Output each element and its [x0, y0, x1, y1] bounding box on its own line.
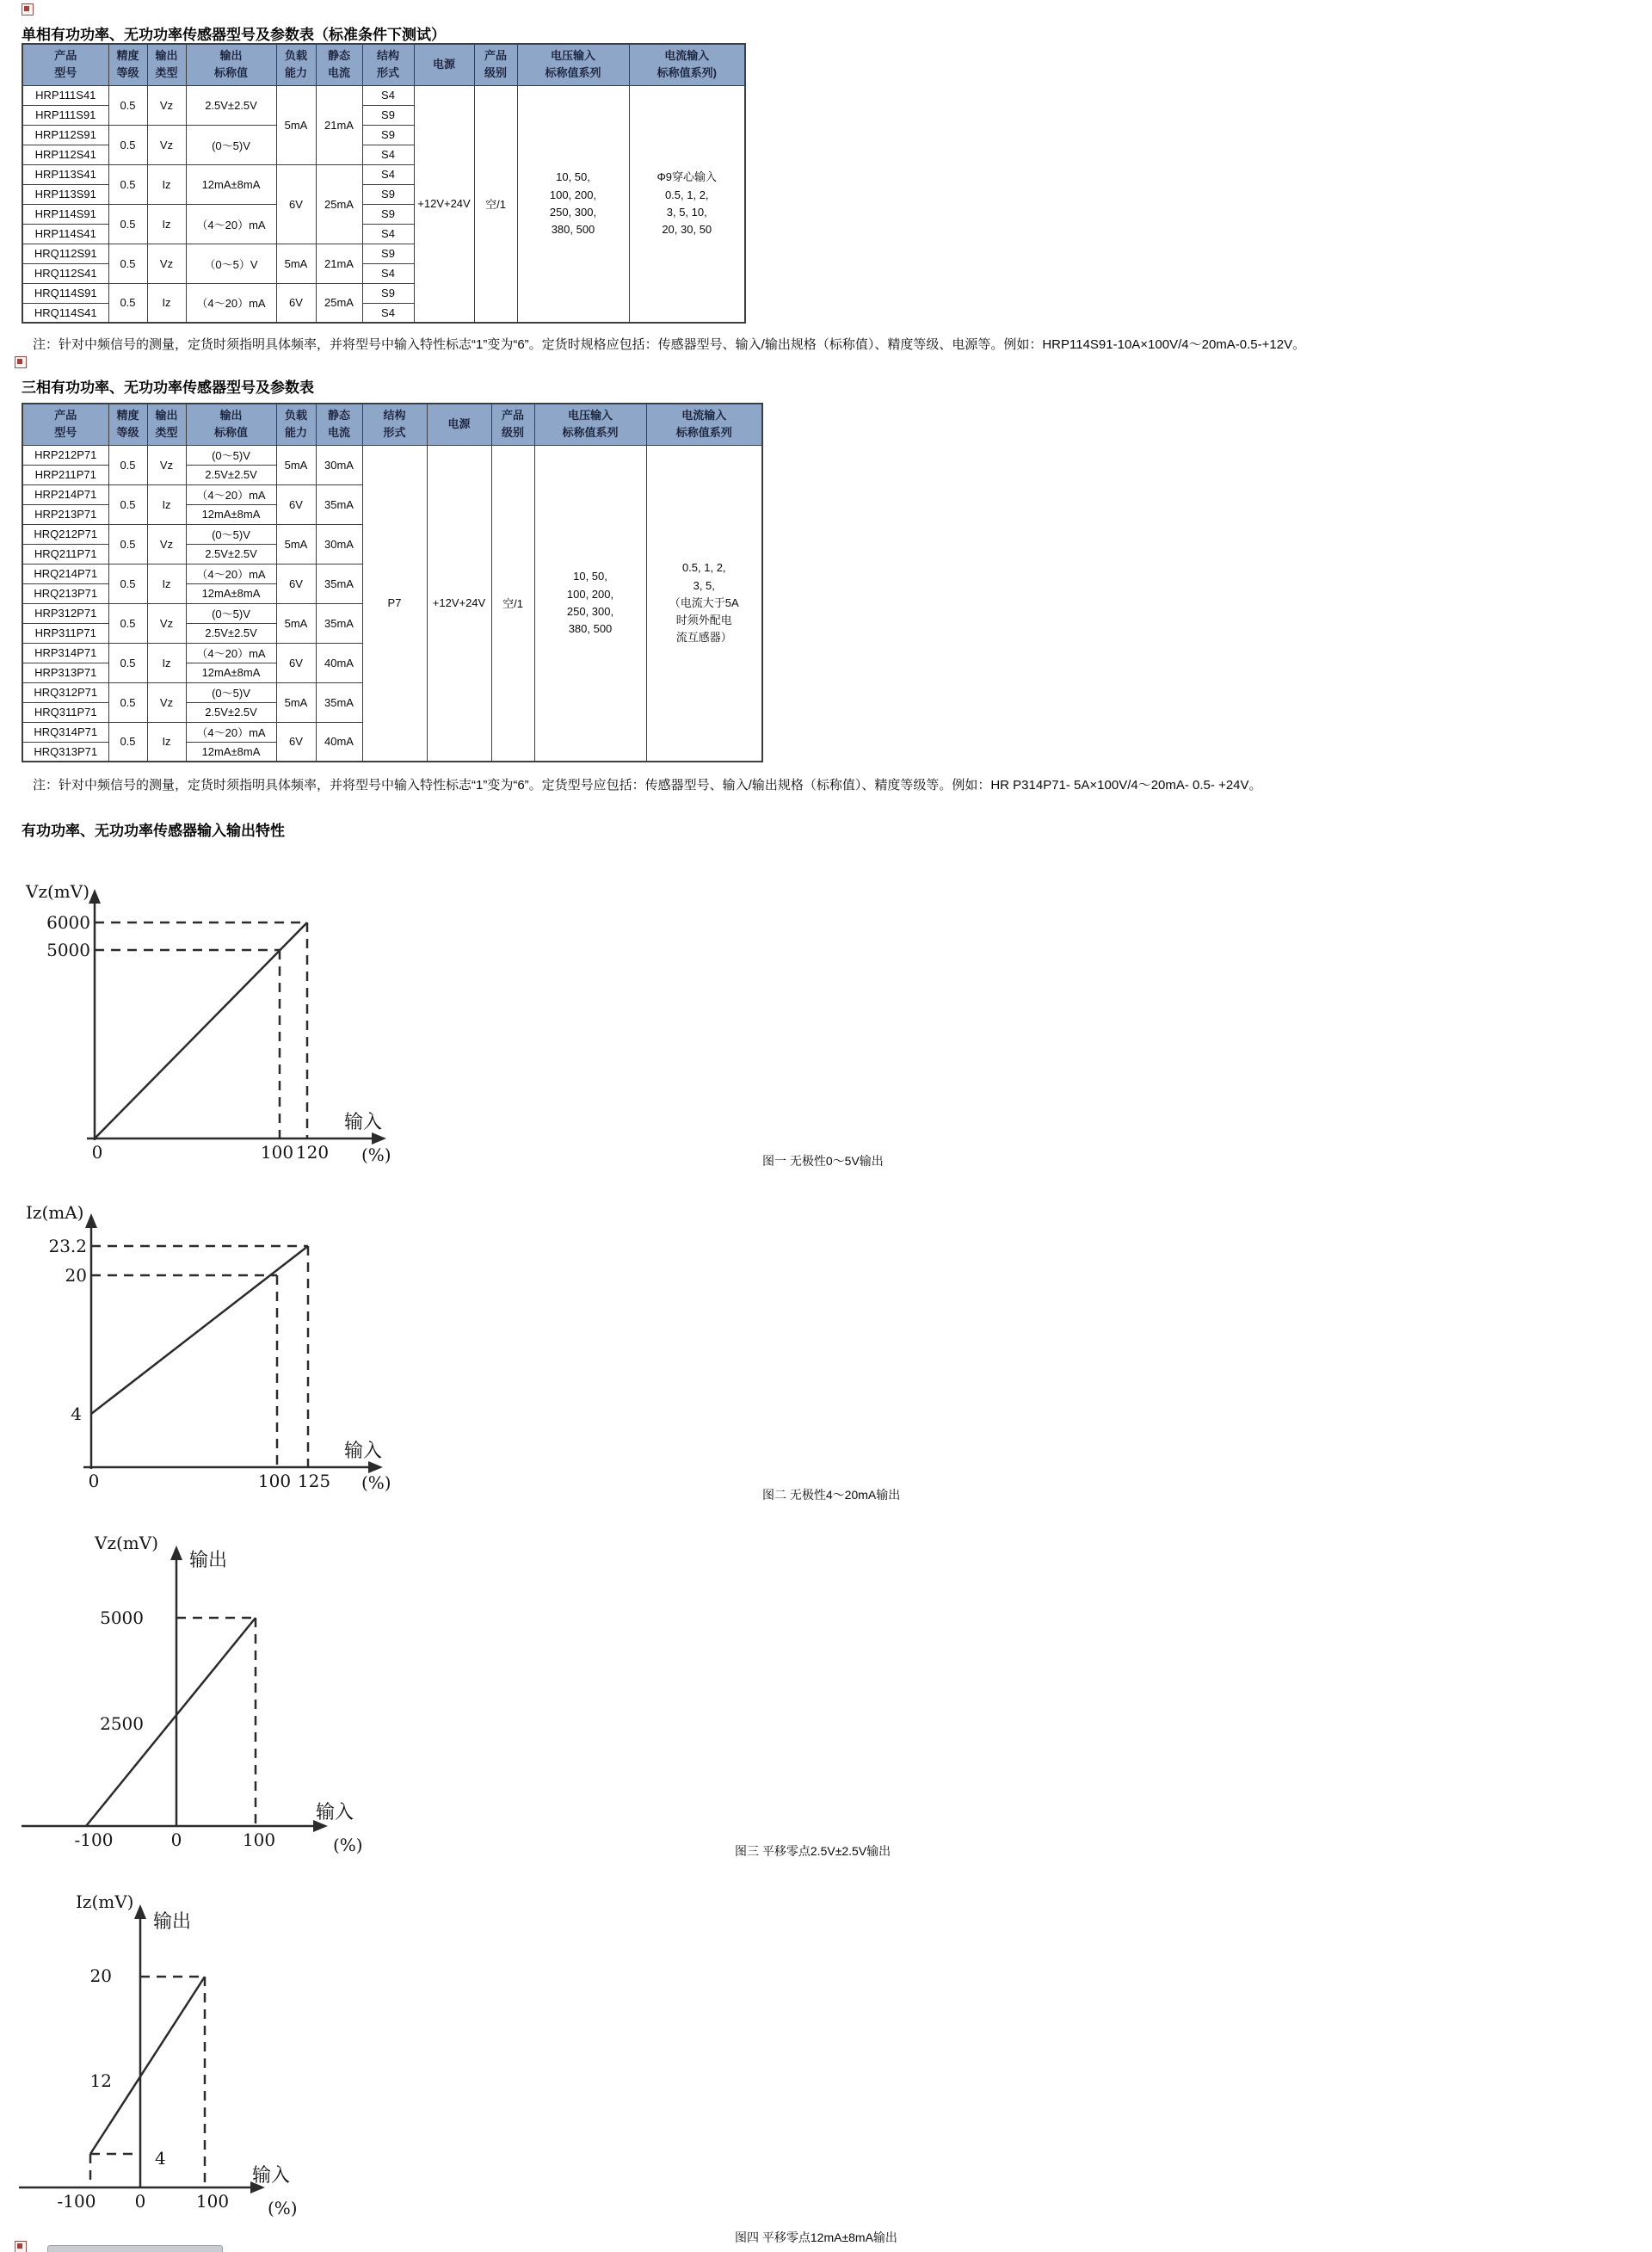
column-header-load: 负载 能力: [276, 404, 316, 445]
table-row: [22, 85, 745, 105]
cell-model: HRQ211P71: [22, 544, 108, 564]
column-header-output-type: 输出 类型: [147, 404, 186, 445]
cell-load: 6V: [276, 283, 316, 323]
x-axis-label: 输入: [252, 2165, 291, 2187]
three-phase-sensor-table: [22, 403, 763, 762]
y-axis-arrow: [134, 1904, 146, 1919]
cell-output-type: Vz: [147, 85, 186, 125]
cell-output-type: Iz: [147, 564, 186, 603]
x-axis-label: 输入: [316, 1802, 354, 1823]
cell-output-nominal: （0～5）V: [186, 244, 276, 283]
cell-structure: S4: [362, 85, 414, 105]
x-tick: 0: [88, 1471, 100, 1491]
cell-accuracy: 0.5: [108, 643, 147, 682]
cell-output-nominal: （4～20）mA: [186, 564, 276, 583]
x-tick: 0: [170, 1829, 182, 1850]
y-tick: 2500: [100, 1713, 144, 1734]
cell-model: HRP311P71: [22, 623, 108, 643]
cell-voltage-series: [534, 445, 646, 762]
cell-accuracy: 0.5: [108, 204, 147, 244]
cell-quiescent: 25mA: [316, 283, 362, 323]
cell-output-type: Iz: [147, 722, 186, 762]
cell-output-nominal: 12mA±8mA: [186, 663, 276, 682]
cell-model: HRP213P71: [22, 504, 108, 524]
table1-note: 注：针对中频信号的测量，定货时须指明具体频率，并将型号中输入特性标志“1”变为“6”。定货时规格应包括：传感器型号、输入/输出规格（标称值）、精度等级、电源等。例如：HRP114S91-10A×100V/4～20mA-0.5-+12V。: [33, 337, 1306, 352]
cell-output-nominal: 12mA±8mA: [186, 504, 276, 524]
y-tick: 12: [89, 2070, 112, 2091]
x-tick: 0: [91, 1142, 103, 1163]
x-tick: -100: [57, 2191, 96, 2212]
cell-structure: S9: [362, 204, 414, 224]
cell-power: +12V+24V: [427, 445, 491, 762]
cell-structure: P7: [362, 445, 427, 762]
y-axis-label: Iz(mV): [76, 1891, 134, 1912]
cell-model: HRQ212P71: [22, 524, 108, 544]
cell-load: 5mA: [276, 524, 316, 564]
cell-accuracy: 0.5: [108, 524, 147, 564]
cell-output-nominal: （4～20）mA: [186, 643, 276, 663]
cell-grade: 空/1: [474, 85, 517, 323]
cell-output-nominal: (0～5)V: [186, 125, 276, 164]
y-axis-label: Iz(mA): [26, 1202, 84, 1223]
io-characteristics-title: 有功功率、无功功率传感器输入输出特性: [22, 823, 285, 839]
column-header-voltage-series: 电压输入 标称值系列: [534, 404, 646, 445]
figure2-caption: 图二 无极性4～20mA输出: [762, 1488, 901, 1502]
series-line: 流互感器）: [675, 630, 732, 644]
signal-line: [90, 1977, 205, 2154]
single-phase-sensor-table: [22, 43, 746, 324]
cell-structure: S9: [362, 184, 414, 204]
cell-model: HRQ311P71: [22, 702, 108, 722]
y-axis-label: Vz(mV): [95, 1533, 158, 1553]
cell-model: HRP112S41: [22, 145, 108, 164]
cell-output-type: Iz: [147, 643, 186, 682]
cell-accuracy: 0.5: [108, 164, 147, 204]
cell-accuracy: 0.5: [108, 244, 147, 283]
series-line: 380, 500: [551, 222, 595, 236]
cell-model: HRP112S91: [22, 125, 108, 145]
x-axis-unit: (%): [361, 1145, 391, 1165]
cell-output-nominal: （4～20）mA: [186, 484, 276, 504]
cell-model: HRP114S41: [22, 224, 108, 244]
cell-quiescent: 25mA: [316, 164, 362, 244]
y-tick: 5000: [46, 940, 90, 960]
cell-quiescent: 35mA: [316, 484, 362, 524]
column-header-quiescent: 静态 电流: [316, 44, 362, 85]
cell-load: 5mA: [276, 603, 316, 643]
cell-quiescent: 40mA: [316, 643, 362, 682]
cell-output-type: Vz: [147, 524, 186, 564]
cell-quiescent: 30mA: [316, 524, 362, 564]
cell-output-nominal: 2.5V±2.5V: [186, 623, 276, 643]
cell-structure: S9: [362, 283, 414, 303]
series-line: 10, 50,: [573, 570, 607, 583]
x-axis-arrow: [372, 1132, 386, 1145]
table1-title: 单相有功功率、无功功率传感器型号及参数表（标准条件下测试）: [22, 27, 446, 43]
x-tick: 100: [242, 1829, 276, 1850]
cell-model: HRQ114S91: [22, 283, 108, 303]
column-header-power: 电源: [427, 404, 491, 445]
cell-model: HRQ313P71: [22, 742, 108, 762]
y-axis-arrow: [85, 1213, 97, 1228]
cell-structure: S4: [362, 164, 414, 184]
cell-accuracy: 0.5: [108, 125, 147, 164]
y-tick: 4: [155, 2148, 166, 2169]
signal-line: [91, 1246, 308, 1414]
series-line: （电流大于5A: [669, 595, 739, 609]
cell-current-series: [629, 85, 745, 323]
cell-accuracy: 0.5: [108, 722, 147, 762]
figure1-caption: 图一 无极性0～5V输出: [762, 1154, 884, 1168]
cell-model: HRQ112S41: [22, 263, 108, 283]
y-tick: 20: [65, 1265, 87, 1286]
series-line: 250, 300,: [566, 604, 614, 618]
cell-load: 6V: [276, 722, 316, 762]
cell-model: HRP214P71: [22, 484, 108, 504]
column-header-structure: 结构 形式: [362, 404, 427, 445]
cell-quiescent: 35mA: [316, 603, 362, 643]
column-header-structure: 结构 形式: [362, 44, 414, 85]
x-tick: 100: [257, 1471, 292, 1491]
cell-output-type: Iz: [147, 164, 186, 204]
series-line: Φ9穿心输入: [656, 170, 718, 184]
cell-model: HRQ112S91: [22, 244, 108, 263]
y-tick: 20: [89, 1965, 112, 1986]
cell-output-nominal: (0～5)V: [186, 682, 276, 702]
y-tick: 6000: [46, 912, 90, 933]
cell-accuracy: 0.5: [108, 445, 147, 484]
cell-model: HRP211P71: [22, 465, 108, 484]
cell-model: HRP113S41: [22, 164, 108, 184]
cell-output-type: Vz: [147, 445, 186, 484]
y-axis-arrow: [89, 889, 101, 904]
broken-image-icon: [15, 2241, 27, 2252]
cutoff-element-top-edge: [47, 2245, 223, 2252]
cell-accuracy: 0.5: [108, 283, 147, 323]
cell-grade: 空/1: [491, 445, 534, 762]
column-header-quiescent: 静态 电流: [316, 404, 362, 445]
cell-load: 6V: [276, 164, 316, 244]
x-tick: 120: [295, 1142, 330, 1163]
series-line: 100, 200,: [566, 587, 614, 601]
cell-output-type: Iz: [147, 484, 186, 524]
y-tick: 5000: [100, 1607, 144, 1628]
cell-model: HRP113S91: [22, 184, 108, 204]
cell-model: HRQ213P71: [22, 583, 108, 603]
column-header-voltage-series: 电压输入 标称值系列: [517, 44, 629, 85]
cell-output-nominal: 2.5V±2.5V: [186, 544, 276, 564]
header-row: [22, 44, 745, 85]
cell-quiescent: 35mA: [316, 564, 362, 603]
column-header-grade: 产品 级别: [474, 44, 517, 85]
cell-output-type: Vz: [147, 603, 186, 643]
x-tick: -100: [74, 1829, 114, 1850]
cell-output-nominal: (0～5)V: [186, 524, 276, 544]
cell-model: HRQ314P71: [22, 722, 108, 742]
series-line: 3, 5,: [693, 578, 715, 592]
cell-load: 6V: [276, 564, 316, 603]
cell-output-nominal: （4～20）mA: [186, 283, 276, 323]
cell-output-nominal: （4～20）mA: [186, 722, 276, 742]
signal-line: [95, 922, 307, 1138]
cell-model: HRP212P71: [22, 445, 108, 465]
cell-load: 5mA: [276, 682, 316, 722]
cell-load: 5mA: [276, 85, 316, 164]
column-header-model: 产品 型号: [22, 404, 108, 445]
cell-output-nominal: (0～5)V: [186, 445, 276, 465]
column-header-load: 负载 能力: [276, 44, 316, 85]
broken-image-icon: [22, 3, 34, 15]
x-tick: 100: [195, 2191, 230, 2212]
broken-image-icon: [15, 356, 27, 368]
cell-voltage-series: [517, 85, 629, 323]
cell-model: HRP313P71: [22, 663, 108, 682]
figure1-chart: [22, 873, 400, 1166]
column-header-output-type: 输出 类型: [147, 44, 186, 85]
cell-structure: S4: [362, 303, 414, 323]
y-axis-label: Vz(mV): [26, 881, 89, 902]
cell-quiescent: 21mA: [316, 244, 362, 283]
figure4-caption: 图四 平移零点12mA±8mA输出: [735, 2230, 897, 2244]
cell-quiescent: 40mA: [316, 722, 362, 762]
cell-load: 5mA: [276, 244, 316, 283]
cell-output-type: Vz: [147, 125, 186, 164]
series-line: 时须外配电: [675, 613, 732, 626]
series-line: 0.5, 1, 2,: [664, 188, 709, 201]
column-header-power: 电源: [414, 44, 474, 85]
cell-model: HRQ214P71: [22, 564, 108, 583]
figure3-caption: 图三 平移零点2.5V±2.5V输出: [735, 1844, 891, 1858]
column-header-output-nominal: 输出 标称值: [186, 44, 276, 85]
x-axis-label: 输入: [344, 1441, 383, 1462]
y-tick: 4: [71, 1404, 82, 1424]
cell-structure: S9: [362, 125, 414, 145]
x-axis-label: 输入: [344, 1112, 383, 1133]
cell-load: 6V: [276, 643, 316, 682]
cell-model: HRP314P71: [22, 643, 108, 663]
output-label: 输出: [189, 1550, 228, 1571]
x-axis-arrow: [368, 1461, 383, 1473]
cell-power: +12V+24V: [414, 85, 474, 323]
cell-structure: S4: [362, 263, 414, 283]
series-line: 100, 200,: [549, 188, 597, 201]
cell-load: 6V: [276, 484, 316, 524]
cell-model: HRP111S41: [22, 85, 108, 105]
column-header-output-nominal: 输出 标称值: [186, 404, 276, 445]
cell-model: HRP114S91: [22, 204, 108, 224]
column-header-grade: 产品 级别: [491, 404, 534, 445]
cell-current-series: [646, 445, 762, 762]
x-tick: 125: [297, 1471, 331, 1491]
column-header-current-series: 电流输入 标称值系列: [646, 404, 762, 445]
x-tick: 100: [260, 1142, 294, 1163]
cell-output-type: Iz: [147, 204, 186, 244]
cell-accuracy: 0.5: [108, 484, 147, 524]
cell-output-nominal: 12mA±8mA: [186, 583, 276, 603]
cell-output-nominal: 2.5V±2.5V: [186, 465, 276, 484]
y-axis-arrow: [170, 1546, 182, 1560]
cell-output-type: Vz: [147, 682, 186, 722]
x-tick: 0: [134, 2191, 146, 2212]
series-line: 380, 500: [568, 621, 613, 635]
column-header-accuracy: 精度 等级: [108, 44, 147, 85]
x-axis-unit: (%): [268, 2198, 298, 2218]
series-line: 20, 30, 50: [662, 222, 712, 236]
table-row: [22, 445, 762, 465]
column-header-current-series: 电流输入 标称值系列): [629, 44, 745, 85]
column-header-accuracy: 精度 等级: [108, 404, 147, 445]
cell-load: 5mA: [276, 445, 316, 484]
series-line: 0.5, 1, 2,: [681, 561, 726, 575]
cell-output-nominal: 2.5V±2.5V: [186, 85, 276, 125]
cell-accuracy: 0.5: [108, 85, 147, 125]
cell-quiescent: 35mA: [316, 682, 362, 722]
cell-output-type: Iz: [147, 283, 186, 323]
cell-structure: S9: [362, 244, 414, 263]
cell-output-nominal: 12mA±8mA: [186, 164, 276, 204]
cell-output-nominal: （4～20）mA: [186, 204, 276, 244]
cell-quiescent: 21mA: [316, 85, 362, 164]
figure2-chart: [22, 1196, 400, 1493]
y-tick: 23.2: [48, 1236, 87, 1256]
table2-title: 三相有功功率、无功功率传感器型号及参数表: [22, 379, 314, 396]
cell-structure: S9: [362, 105, 414, 125]
cell-model: HRP111S91: [22, 105, 108, 125]
cell-output-type: Vz: [147, 244, 186, 283]
output-label: 输出: [153, 1911, 192, 1933]
cell-output-nominal: (0～5)V: [186, 603, 276, 623]
cell-output-nominal: 2.5V±2.5V: [186, 702, 276, 722]
cell-model: HRQ312P71: [22, 682, 108, 702]
column-header-model: 产品 型号: [22, 44, 108, 85]
cell-structure: S4: [362, 145, 414, 164]
figure3-chart: [13, 1532, 383, 1859]
cell-model: HRP312P71: [22, 603, 108, 623]
cell-output-nominal: 12mA±8mA: [186, 742, 276, 762]
series-line: 10, 50,: [556, 170, 590, 184]
cell-model: HRQ114S41: [22, 303, 108, 323]
cell-accuracy: 0.5: [108, 682, 147, 722]
cell-accuracy: 0.5: [108, 603, 147, 643]
cell-accuracy: 0.5: [108, 564, 147, 603]
series-line: 3, 5, 10,: [666, 205, 707, 219]
table2-note: 注：针对中频信号的测量，定货时须指明具体频率，并将型号中输入特性标志“1”变为“6”。定货型号应包括：传感器型号、输入/输出规格（标称值）、精度等级等。例如：HR P314P71- 5A×100V/4～20mA- 0.5- +24V。: [33, 778, 1262, 793]
header-row: [22, 404, 762, 445]
figure4-chart: [13, 1889, 383, 2224]
x-axis-unit: (%): [333, 1835, 363, 1855]
cell-structure: S4: [362, 224, 414, 244]
series-line: 250, 300,: [549, 205, 597, 219]
cell-quiescent: 30mA: [316, 445, 362, 484]
x-axis-unit: (%): [361, 1472, 391, 1493]
